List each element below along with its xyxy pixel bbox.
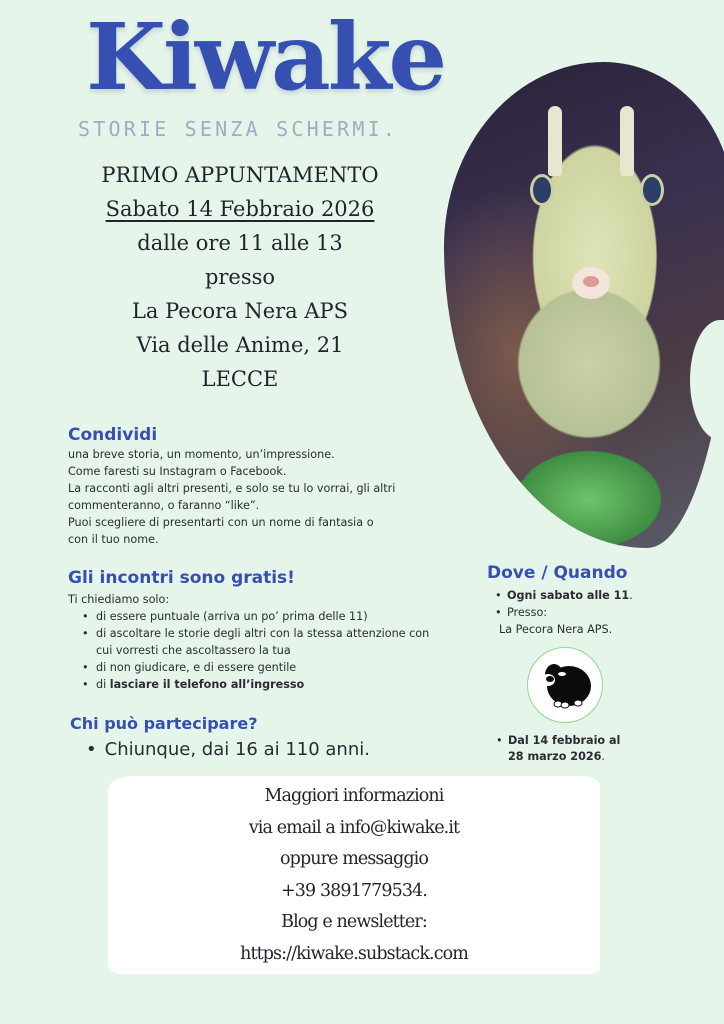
- kiwake-logo: Kiwake: [86, 3, 444, 111]
- dove-venue: La Pecora Nera APS.: [499, 623, 613, 636]
- text-line: con il tuo nome.: [68, 533, 159, 546]
- text-line: La racconti agli altri presenti, e solo se tu lo vorrai, gli altri: [68, 482, 396, 495]
- text-line: Come faresti su Instagram o Facebook.: [68, 465, 287, 478]
- event-address: Via delle Anime, 21: [136, 333, 344, 357]
- fish-horn-left: [548, 106, 562, 176]
- list-item: [507, 587, 687, 604]
- rules-list: [68, 608, 448, 693]
- date-suffix: .: [601, 750, 605, 763]
- list-item: • di essere puntuale (arriva un po’ prima delle 11): [96, 608, 448, 625]
- black-sheep-icon: [528, 648, 602, 722]
- section-condividi: [68, 424, 448, 548]
- text-line: Puoi scegliere di presentarti con un nome di fantasia o: [68, 516, 374, 529]
- gratis-heading: Gli incontri sono gratis!: [68, 568, 295, 588]
- section-dove-quando: [487, 562, 687, 638]
- info-line: oppure messaggio: [280, 849, 428, 869]
- cowfish-photo: [444, 62, 724, 548]
- date-range: [494, 733, 694, 765]
- info-line: Blog e newsletter:: [281, 912, 427, 932]
- event-details: [60, 158, 420, 396]
- event-at: presso: [204, 265, 276, 289]
- chi-heading: Chi può partecipare?: [70, 714, 258, 733]
- gratis-intro: Ti chiediamo solo:: [68, 593, 170, 606]
- list-item: [96, 676, 448, 693]
- info-line: Maggiori informazioni: [264, 786, 444, 806]
- text-line: commenteranno, o faranno “like”.: [68, 499, 260, 512]
- dove-list: [487, 587, 687, 621]
- event-title: PRIMO APPUNTAMENTO: [101, 163, 379, 187]
- item-bold: lasciare il telefono all’ingresso: [109, 678, 305, 691]
- fish-mouth: [572, 267, 610, 299]
- fish-eye-right: [640, 174, 664, 206]
- item-prefix: di: [96, 678, 110, 691]
- contact-info: [108, 781, 600, 970]
- section-chi: [70, 714, 410, 761]
- blog-link[interactable]: https://kiwake.substack.com: [240, 943, 468, 964]
- condividi-text: [68, 446, 448, 548]
- info-phone[interactable]: +39 3891779534.: [281, 880, 427, 901]
- event-date: Sabato 14 Febbraio 2026: [105, 197, 375, 221]
- list-item: • Presso:: [507, 604, 687, 621]
- fish-horn-right: [620, 106, 634, 176]
- condividi-heading: Condividi: [68, 425, 158, 445]
- fish-eye-left: [530, 174, 554, 206]
- list-item: • di non giudicare, e di essere gentile: [96, 659, 448, 676]
- list-item: • Chiunque, dai 16 ai 110 anni.: [86, 739, 410, 761]
- tagline: STORIE SENZA SCHERMI.: [78, 117, 399, 141]
- event-city: LECCE: [201, 367, 279, 391]
- event-venue: La Pecora Nera APS: [131, 299, 349, 323]
- section-gratis: [68, 567, 448, 693]
- text-line: una breve storia, un momento, un’impressione.: [68, 448, 335, 461]
- date-from: Dal 14 febbraio al: [508, 734, 621, 747]
- date-to: 28 marzo 2026: [508, 750, 602, 763]
- list-item: • di ascoltare le storie degli altri con la stessa attenzione con cui vorresti che ascoltassero la tua: [96, 625, 448, 659]
- black-sheep-icon: [527, 647, 603, 723]
- dates-list: [494, 733, 694, 765]
- item-suffix: .: [629, 589, 633, 602]
- item-bold: Ogni sabato alle 11: [507, 589, 630, 602]
- dove-heading: Dove / Quando: [487, 563, 628, 583]
- info-email[interactable]: via email a info@kiwake.it: [248, 817, 460, 838]
- list-item: [508, 733, 694, 765]
- event-time: dalle ore 11 alle 13: [137, 231, 343, 255]
